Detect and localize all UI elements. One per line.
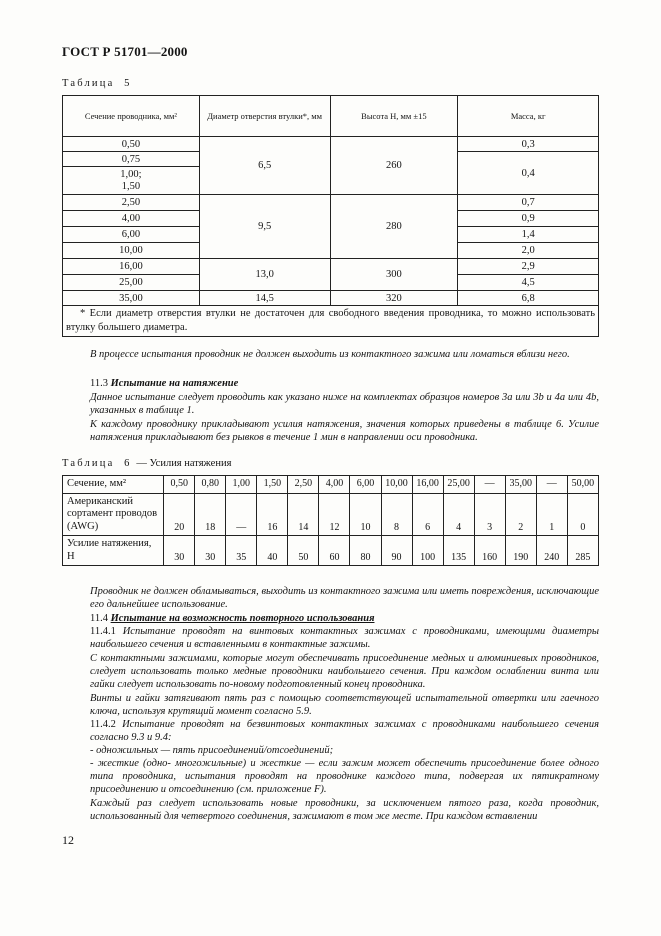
table6-caption: Таблица 6 — Усилия натяжения bbox=[62, 458, 232, 469]
t6-cell: 190 bbox=[505, 536, 536, 566]
t6-cell: 4 bbox=[443, 493, 474, 536]
table5-caption: Таблица 5 bbox=[62, 78, 132, 89]
t6-cell: 30 bbox=[195, 536, 226, 566]
t6-cell: 10,00 bbox=[381, 476, 412, 494]
page-number: 12 bbox=[62, 833, 74, 847]
t6-cell: 40 bbox=[257, 536, 288, 566]
paragraph: К каждому проводнику прикладывают усилия натяжения, значения которых приведены в таблице 6. Усилие натяжения прикладывают без рывков в течение 1 мин в направлении оси проводника. bbox=[90, 419, 599, 444]
table-6 bbox=[62, 475, 599, 566]
t6-cell: 6,00 bbox=[350, 476, 381, 494]
t6-cell: 50 bbox=[288, 536, 319, 566]
t6-cell: 240 bbox=[536, 536, 567, 566]
t6-row-label: Сечение, мм² bbox=[63, 476, 164, 494]
t6-row-label: Усилие натяжения, Н bbox=[63, 536, 164, 566]
paragraph: Данное испытание следует проводить как указано ниже на комплектах образцов номеров 3a или 3b и 4a или 4b, указанных в таблице 1. bbox=[90, 392, 599, 417]
t6-cell: 14 bbox=[288, 493, 319, 536]
t6-cell: 12 bbox=[319, 493, 350, 536]
t5-section: 16,00 bbox=[63, 259, 200, 275]
t6-cell: 3 bbox=[474, 493, 505, 536]
t6-cell: 80 bbox=[350, 536, 381, 566]
t6-cell: 135 bbox=[443, 536, 474, 566]
t5-mass: 2,9 bbox=[458, 259, 599, 275]
t5-section: 0,50 bbox=[63, 137, 200, 152]
t5-mass: 0,3 bbox=[458, 137, 599, 152]
t5-section: 35,00 bbox=[63, 291, 200, 306]
paragraph: Каждый раз следует использовать новые проводники, за исключением пятого раза, когда проводник, использованный для четвертого соединения, зажимают в том же месте. При каждом вставлении bbox=[90, 798, 599, 823]
t5-section: 2,50 bbox=[63, 195, 200, 211]
t5-mass: 4,5 bbox=[458, 275, 599, 291]
t6-cell: 1 bbox=[536, 493, 567, 536]
t5-diameter: 14,5 bbox=[199, 291, 330, 306]
t6-cell: 35,00 bbox=[505, 476, 536, 494]
t5-header-mass: Масса, кг bbox=[458, 96, 599, 137]
t6-cell: 6 bbox=[412, 493, 443, 536]
t6-cell: 160 bbox=[474, 536, 505, 566]
t5-height: 280 bbox=[330, 195, 458, 259]
paragraph: В процессе испытания проводник не должен выходить из контактного зажима или ломаться вблизи него. bbox=[90, 349, 570, 360]
t5-mass: 0,7 bbox=[458, 195, 599, 211]
t6-cell: 35 bbox=[226, 536, 257, 566]
t6-cell: 4,00 bbox=[319, 476, 350, 494]
paragraph: С контактными зажимами, которые могут обеспечивать присоединение медных и алюминиевых проводников, следует использовать только медные проводники наибольшего сечения. При каждом ослаблении винта или гайки следует использовать по-новому подготовленный конец проводника. bbox=[90, 653, 599, 691]
t6-cell: — bbox=[226, 493, 257, 536]
t6-row-label: Американский сортамент проводов (AWG) bbox=[63, 493, 164, 536]
standard-header: ГОСТ Р 51701—2000 bbox=[62, 44, 188, 59]
t6-cell: 8 bbox=[381, 493, 412, 536]
t6-cell: 18 bbox=[195, 493, 226, 536]
t5-height: 260 bbox=[330, 137, 458, 195]
paragraph: Винты и гайки затягивают пять раз с помощью соответствующей испытательной отвертки или гаечного ключа, используя крутящий момент согласно 5.9. bbox=[90, 693, 599, 718]
paragraph: 11.4.2 Испытание проводят на безвинтовых контактных зажимах с проводниками наибольшего сечения согласно 9.3 и 9.4: bbox=[90, 719, 599, 744]
paragraph: Проводник не должен обламываться, выходить из контактного зажима или иметь повреждения, исключающие его дальнейшее использование. bbox=[90, 586, 599, 611]
table-5 bbox=[62, 95, 599, 337]
t6-cell: 100 bbox=[412, 536, 443, 566]
t6-cell: 1,00 bbox=[226, 476, 257, 494]
t6-cell: — bbox=[536, 476, 567, 494]
list-item: - жесткие (одно- многожильные) и жесткие — если зажим может обеспечить присоединение более одного типа проводника, испытания проводят на проводнике каждого типа, подвергая их пятикратному присоединению и отсоединению (см. приложение F). bbox=[90, 758, 599, 796]
t6-cell: 20 bbox=[164, 493, 195, 536]
t6-cell: 1,50 bbox=[257, 476, 288, 494]
t6-cell: 30 bbox=[164, 536, 195, 566]
t5-diameter: 13,0 bbox=[199, 259, 330, 291]
t5-section: 25,00 bbox=[63, 275, 200, 291]
t5-mass: 6,8 bbox=[458, 291, 599, 306]
section-heading: 11.4 Испытание на возможность повторного использования bbox=[90, 613, 375, 624]
t6-cell: 90 bbox=[381, 536, 412, 566]
t6-cell: 16 bbox=[257, 493, 288, 536]
t5-header-section: Сечение проводника, мм² bbox=[63, 96, 200, 137]
t6-cell: 16,00 bbox=[412, 476, 443, 494]
t6-cell: 2 bbox=[505, 493, 536, 536]
t5-mass: 2,0 bbox=[458, 243, 599, 259]
t5-mass: 0,9 bbox=[458, 211, 599, 227]
t5-section: 1,00; 1,50 bbox=[63, 167, 200, 195]
t5-section: 0,75 bbox=[63, 152, 200, 167]
t6-cell: 50,00 bbox=[567, 476, 598, 494]
t5-height: 320 bbox=[330, 291, 458, 306]
t6-cell: 60 bbox=[319, 536, 350, 566]
t5-footnote: * Если диаметр отверстия втулки не достаточен для свободного введения проводника, то можно использовать втулку большего диаметра. bbox=[63, 306, 599, 337]
t6-cell: 0,50 bbox=[164, 476, 195, 494]
t5-mass: 1,4 bbox=[458, 227, 599, 243]
t5-section: 4,00 bbox=[63, 211, 200, 227]
t5-section: 6,00 bbox=[63, 227, 200, 243]
t5-section: 10,00 bbox=[63, 243, 200, 259]
t5-diameter: 6,5 bbox=[199, 137, 330, 195]
t6-cell: 0 bbox=[567, 493, 598, 536]
t6-cell: — bbox=[474, 476, 505, 494]
t6-cell: 0,80 bbox=[195, 476, 226, 494]
list-item: - одножильных — пять присоединений/отсоединений; bbox=[90, 745, 334, 756]
t5-diameter: 9,5 bbox=[199, 195, 330, 259]
t5-header-diameter: Диаметр отверстия втулки*, мм bbox=[199, 96, 330, 137]
t5-mass: 0,4 bbox=[458, 152, 599, 195]
t5-height: 300 bbox=[330, 259, 458, 291]
t6-cell: 10 bbox=[350, 493, 381, 536]
t6-cell: 2,50 bbox=[288, 476, 319, 494]
section-heading: 11.3 Испытание на натяжение bbox=[90, 378, 239, 389]
t6-cell: 285 bbox=[567, 536, 598, 566]
paragraph: 11.4.1 Испытание проводят на винтовых контактных зажимах с проводниками, имеющими диаметры наибольшего сечения и вставленными в контактные зажимы. bbox=[90, 626, 600, 651]
t5-header-height: Высота H, мм ±15 bbox=[330, 96, 458, 137]
t6-cell: 25,00 bbox=[443, 476, 474, 494]
